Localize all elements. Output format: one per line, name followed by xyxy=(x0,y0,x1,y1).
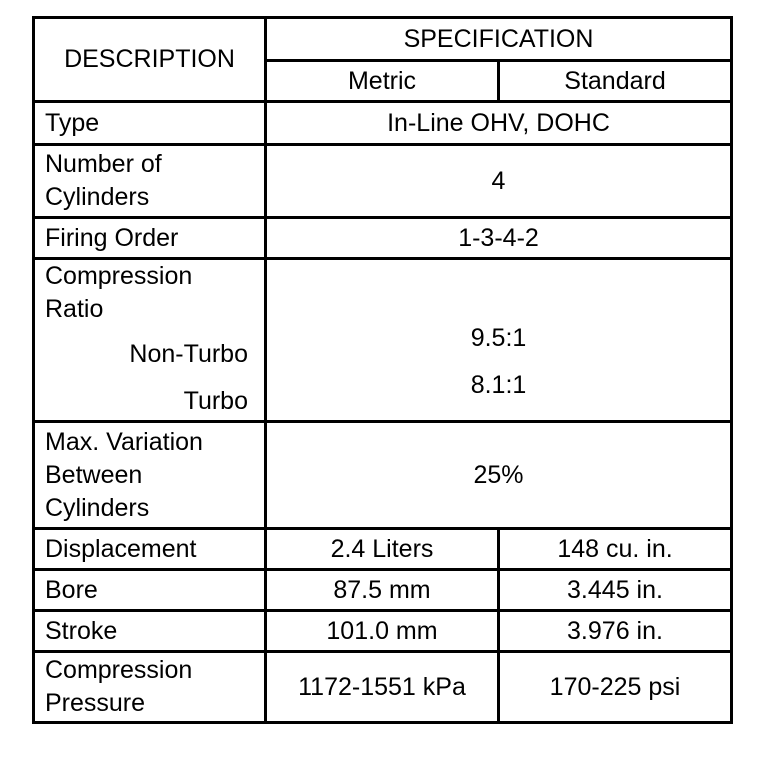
compression-pressure-standard: 170-225 psi xyxy=(499,652,732,723)
table-row-displacement xyxy=(34,529,732,570)
non-turbo-value: 9.5:1 xyxy=(470,324,527,352)
compression-ratio-label xyxy=(34,259,266,422)
firing-order-label: Firing Order xyxy=(34,218,266,259)
description-header: DESCRIPTION xyxy=(34,18,266,102)
table-row-compression-pressure xyxy=(34,652,732,723)
cylinders-label-line2: Cylinders xyxy=(45,183,150,211)
max-variation-label-line1: Max. Variation xyxy=(45,427,203,456)
table-row-firing-order xyxy=(34,218,732,259)
type-value: In-Line OHV, DOHC xyxy=(266,102,732,145)
metric-header: Metric xyxy=(266,61,499,102)
max-variation-label-line3: Cylinders xyxy=(45,493,150,522)
engine-specification-table xyxy=(32,16,733,724)
stroke-metric: 101.0 mm xyxy=(266,611,499,652)
cylinders-value: 4 xyxy=(266,145,732,218)
bore-standard: 3.445 in. xyxy=(499,570,732,611)
compression-ratio-label-line1: Compression xyxy=(45,262,193,290)
bore-label: Bore xyxy=(34,570,266,611)
standard-header: Standard xyxy=(499,61,732,102)
non-turbo-label: Non-Turbo xyxy=(129,340,248,368)
table-row-cylinders xyxy=(34,145,732,218)
displacement-label: Displacement xyxy=(34,529,266,570)
stroke-standard: 3.976 in. xyxy=(499,611,732,652)
max-variation-label xyxy=(34,422,266,529)
table-row-type xyxy=(34,102,732,145)
cylinders-label-line1: Number of xyxy=(45,150,162,178)
turbo-label: Turbo xyxy=(183,387,248,415)
table-row-bore xyxy=(34,570,732,611)
firing-order-value: 1-3-4-2 xyxy=(266,218,732,259)
bore-metric: 87.5 mm xyxy=(266,570,499,611)
header-row xyxy=(34,18,732,61)
displacement-standard: 148 cu. in. xyxy=(499,529,732,570)
max-variation-label-line2: Between xyxy=(45,460,143,489)
displacement-metric: 2.4 Liters xyxy=(266,529,499,570)
compression-pressure-label-line2: Pressure xyxy=(45,689,146,717)
compression-pressure-label-line1: Compression xyxy=(45,656,193,684)
compression-pressure-label xyxy=(34,652,266,723)
stroke-label: Stroke xyxy=(34,611,266,652)
table-row-stroke xyxy=(34,611,732,652)
turbo-value: 8.1:1 xyxy=(470,371,527,399)
cylinders-label xyxy=(34,145,266,218)
compression-pressure-metric: 1172-1551 kPa xyxy=(266,652,499,723)
specification-header: SPECIFICATION xyxy=(266,18,732,61)
compression-ratio-values xyxy=(266,259,732,422)
compression-ratio-label-line2: Ratio xyxy=(45,295,104,323)
table-row-max-variation xyxy=(34,422,732,529)
table-row-compression-ratio xyxy=(34,259,732,422)
max-variation-value: 25% xyxy=(266,422,732,529)
type-label: Type xyxy=(34,102,266,145)
